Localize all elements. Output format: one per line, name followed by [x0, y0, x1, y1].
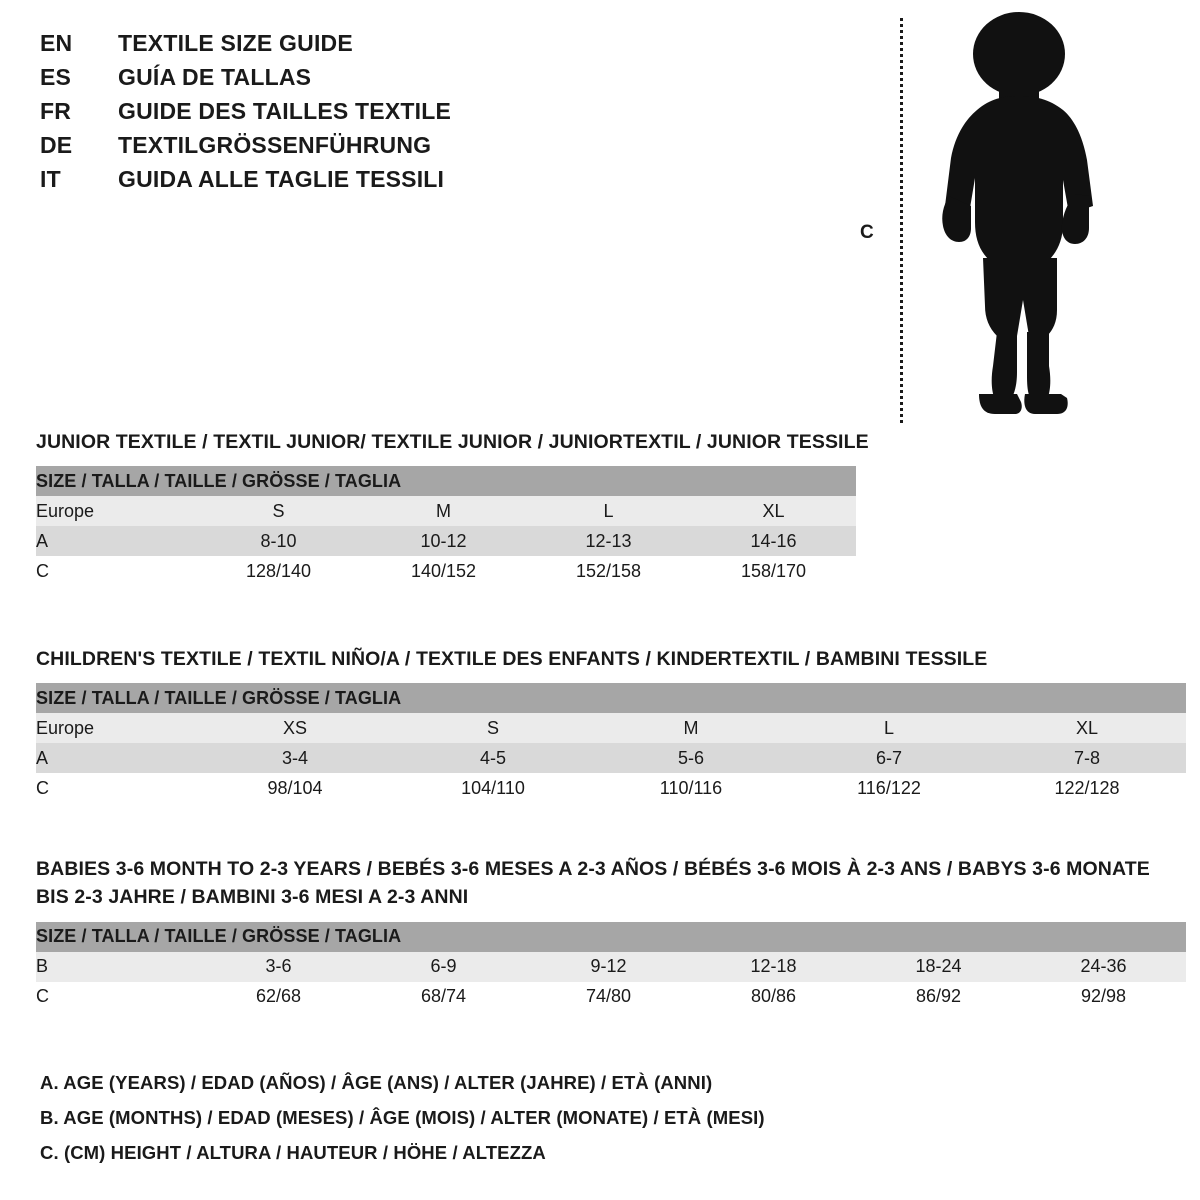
cell-value: 140/152 — [361, 556, 526, 586]
section-children-textile — [36, 645, 1186, 803]
table-header-row — [36, 922, 1186, 952]
cell-value: 116/122 — [790, 773, 988, 803]
title-text-es: GUÍA DE TALLAS — [118, 64, 312, 90]
row-label: C — [36, 556, 196, 586]
section-babies-textile — [36, 855, 1186, 1012]
legend-line-c: C. (CM) HEIGHT / ALTURA / HAUTEUR / HÖHE / ALTEZZA — [40, 1142, 546, 1163]
title-row — [40, 166, 600, 193]
title-text-de: TEXTILGRÖSSENFÜHRUNG — [118, 132, 432, 158]
cell-value: 122/128 — [988, 773, 1186, 803]
height-measurement-figure — [860, 10, 1145, 430]
figure-measure-label: C — [860, 222, 874, 243]
cell-value: 104/110 — [394, 773, 592, 803]
size-guide-title-block — [40, 30, 600, 200]
row-label: C — [36, 773, 196, 803]
cell-value: XS — [196, 713, 394, 743]
height-dashed-line — [900, 18, 903, 423]
title-lang-fr: FR — [40, 98, 72, 124]
cell-value: 152/158 — [526, 556, 691, 586]
cell-value: 68/74 — [361, 982, 526, 1012]
title-lang-en: EN — [40, 30, 73, 56]
junior-size-table — [36, 466, 856, 586]
cell-value: 12-18 — [691, 952, 856, 982]
cell-value: 9-12 — [526, 952, 691, 982]
legend-line-a: A. AGE (YEARS) / EDAD (AÑOS) / ÂGE (ANS) / ALTER (JAHRE) / ETÀ (ANNI) — [40, 1072, 713, 1093]
table-row — [36, 713, 1186, 743]
row-label: B — [36, 952, 196, 982]
section-heading: CHILDREN'S TEXTILE / TEXTIL NIÑO/A / TEXTILE DES ENFANTS / KINDERTEXTIL / BAMBINI TESSILE — [36, 648, 988, 670]
legend-block — [40, 1072, 1160, 1177]
title-row — [40, 64, 600, 91]
section-junior-textile — [36, 428, 1186, 586]
row-label: C — [36, 982, 196, 1012]
row-label: A — [36, 526, 196, 556]
table-row — [36, 556, 856, 586]
cell-value: M — [361, 496, 526, 526]
title-text-en: TEXTILE SIZE GUIDE — [118, 30, 353, 56]
section-heading: BABIES 3-6 MONTH TO 2-3 YEARS / BEBÉS 3-6 MESES A 2-3 AÑOS / BÉBÉS 3-6 MOIS À 2-3 ANS / BABYS 3-6 MONATE BIS 2-3 JAHRE / BAMBINI 3-6 MESI A 2-3 ANNI — [36, 858, 1150, 909]
cell-value: XL — [988, 713, 1186, 743]
cell-value: S — [196, 496, 361, 526]
legend-line-b: B. AGE (MONTHS) / EDAD (MESES) / ÂGE (MOIS) / ALTER (MONATE) / ETÀ (MESI) — [40, 1107, 765, 1128]
cell-value: 8-10 — [196, 526, 361, 556]
cell-value: 6-7 — [790, 743, 988, 773]
cell-value: L — [790, 713, 988, 743]
cell-value: M — [592, 713, 790, 743]
cell-value: 98/104 — [196, 773, 394, 803]
cell-value: 5-6 — [592, 743, 790, 773]
cell-value: 74/80 — [526, 982, 691, 1012]
table-row — [36, 773, 1186, 803]
title-text-fr: GUIDE DES TAILLES TEXTILE — [118, 98, 451, 124]
cell-value: 3-6 — [196, 952, 361, 982]
cell-value: 158/170 — [691, 556, 856, 586]
cell-value: 86/92 — [856, 982, 1021, 1012]
table-header-label: SIZE / TALLA / TAILLE / GRÖSSE / TAGLIA — [36, 922, 1186, 952]
table-row — [36, 982, 1186, 1012]
row-label: A — [36, 743, 196, 773]
table-row — [36, 952, 1186, 982]
title-lang-es: ES — [40, 64, 72, 90]
cell-value: 12-13 — [526, 526, 691, 556]
title-lang-it: IT — [40, 166, 61, 192]
title-row — [40, 98, 600, 125]
row-label: Europe — [36, 496, 196, 526]
babies-size-table — [36, 922, 1186, 1012]
title-row — [40, 30, 600, 57]
cell-value: 110/116 — [592, 773, 790, 803]
children-size-table — [36, 683, 1186, 803]
cell-value: 6-9 — [361, 952, 526, 982]
cell-value: 92/98 — [1021, 982, 1186, 1012]
cell-value: 4-5 — [394, 743, 592, 773]
row-label: Europe — [36, 713, 196, 743]
cell-value: 24-36 — [1021, 952, 1186, 982]
title-text-it: GUIDA ALLE TAGLIE TESSILI — [118, 166, 445, 192]
cell-value: 7-8 — [988, 743, 1186, 773]
cell-value: 14-16 — [691, 526, 856, 556]
cell-value: 80/86 — [691, 982, 856, 1012]
cell-value: 62/68 — [196, 982, 361, 1012]
section-heading: JUNIOR TEXTILE / TEXTIL JUNIOR/ TEXTILE JUNIOR / JUNIORTEXTIL / JUNIOR TESSILE — [36, 431, 869, 453]
child-silhouette-icon — [917, 10, 1117, 425]
cell-value: 10-12 — [361, 526, 526, 556]
table-header-label: SIZE / TALLA / TAILLE / GRÖSSE / TAGLIA — [36, 466, 856, 496]
table-header-row — [36, 466, 856, 496]
table-row — [36, 743, 1186, 773]
cell-value: 18-24 — [856, 952, 1021, 982]
cell-value: 3-4 — [196, 743, 394, 773]
cell-value: XL — [691, 496, 856, 526]
title-lang-de: DE — [40, 132, 73, 158]
table-row — [36, 526, 856, 556]
table-header-label: SIZE / TALLA / TAILLE / GRÖSSE / TAGLIA — [36, 683, 1186, 713]
cell-value: S — [394, 713, 592, 743]
table-header-row — [36, 683, 1186, 713]
title-row — [40, 132, 600, 159]
cell-value: L — [526, 496, 691, 526]
table-row — [36, 496, 856, 526]
cell-value: 128/140 — [196, 556, 361, 586]
